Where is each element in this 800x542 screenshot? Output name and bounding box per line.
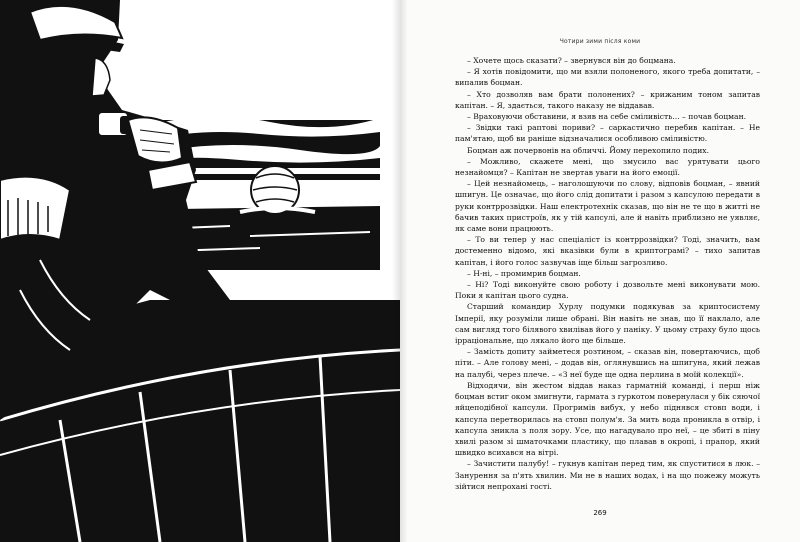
paragraph-12: Старший командир Хурлу подумки подякував за криптосистему Імперії, яку розуміли лише обрані. Він навіть не знав, що її наклало, але сам вигляд того білявого хвилівав його у паніку. У цьому страху було щось ірраціональне, що лякало його ще більше. bbox=[455, 302, 760, 346]
paragraph-13: – Замість допиту займетеся розтином, – сказав він, повертаючись, щоб піти. – Але голову мені, – додав він, оглянувшись на шпигуна, який лежав на палубі, через плече. – «З неї буде ще одна перлина в моїй колекції». bbox=[455, 347, 760, 379]
paragraph-15: – Зачистити палубу! – гукнув капітан перед тим, як спуститися в люк. – Занурення за п'ять хвилин. Ми не в наших водах, і на що пожежу можуть зійтися непрохані гості. bbox=[455, 459, 760, 491]
paragraph-3: – Хто дозволяв вам брати полонених? – крижаним тоном запитав капітан. – Я, здається, такого наказу не віддавав. bbox=[455, 89, 760, 110]
paragraph-4: – Враховуючи обставини, я взяв на себе сміливість... – почав боцман. bbox=[467, 112, 747, 122]
page-number: 269 bbox=[593, 509, 607, 517]
paragraph-10: – Н-ні, – промимрив боцман. bbox=[467, 268, 581, 278]
paragraph-9: – То ви тепер у нас спеціаліст із контррозвідки? Тоді, значить, вам достеменно відомо, які вказівки були в криптограмі? – тихо запитав капітан, і його голос зазвучав іще більш загрозливо. bbox=[455, 235, 760, 267]
text-page bbox=[400, 0, 800, 542]
paragraph-1: – Хочете щось сказати? – звернувся він до боцмана. bbox=[467, 56, 676, 65]
paragraph-2: – Я хотів повідомити, що ми взяли полоненого, якого треба допитати, – випалив боцман. bbox=[455, 67, 760, 88]
body-text bbox=[455, 55, 760, 492]
paragraph-7: – Можливо, скажете мені, що змусило вас урятувати цього незнайомця? – Капітан не звертав уваги на його емоції. bbox=[455, 156, 760, 178]
paragraph-5: – Звідки такі раптові пориви? – саркастично перебив капітан. – Не пам'ятаю, щоб ви раніше відзначалися особливою сміливістю. bbox=[455, 123, 760, 144]
paragraph-11: – Ні? Тоді виконуйте свою роботу і дозвольте мені виконувати мою. Поки я капітан цього судна. bbox=[455, 280, 760, 301]
paragraph-14: Відходячи, він жестом віддав наказ гарматній команді, і перш ніж боцман встиг оком змигнути, гармата з гуркотом повернулася у бік сяючої яйцеподібної капсули. Прогримів вибух, у небо піднявся стовп води, і капсула перетворилась на стовп полум'я. За мить вода проникла в отвір, і капсула зникла з поля зору. Усе, що нагадувало про неї, – це збиті в піну хвилі разом зі шматочками пластику, що плавав в окропі, і прапор, який швидко всихався на вітрі. bbox=[455, 380, 760, 458]
paragraph-8: – Цей незнайомець, – наголошуючи по слову, відповів боцман, – явний шпигун. Це означає, що його слід допитати і разом з капсулою передати в руки контррозвідки. Наш електротехнік сказав, що він не те що в житті не бачив таких пристроїв, як у тій капсулі, але й навіть приблизно не уявляє, як саме вони працюють. bbox=[455, 179, 760, 234]
running-head: Чотири зими після коми bbox=[559, 38, 641, 45]
book-gutter bbox=[392, 0, 408, 542]
paragraph-6: Боцман аж почервонів на обличчі. Йому перехопило подих. bbox=[467, 145, 709, 155]
